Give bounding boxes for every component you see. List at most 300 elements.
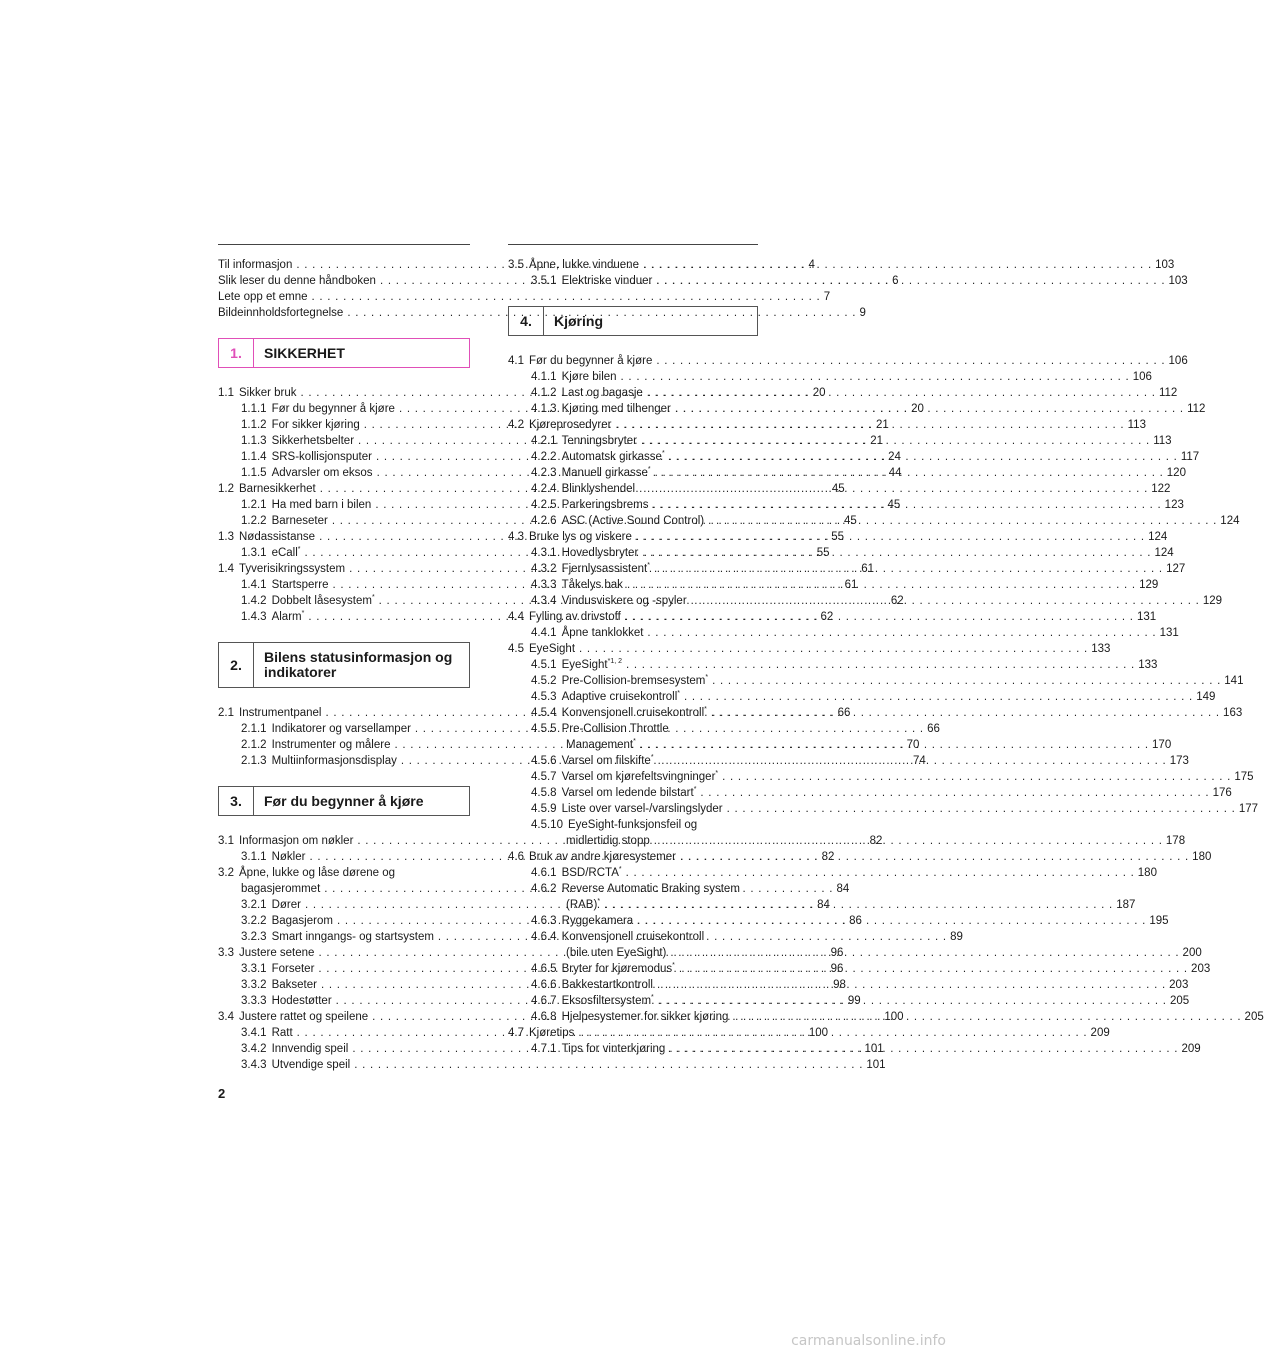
entry-number: 4.3.1 xyxy=(531,547,557,559)
entry-page: 177 xyxy=(1238,803,1258,815)
entry-label xyxy=(272,545,301,561)
entry-label xyxy=(562,769,719,785)
entry-page: 82 xyxy=(821,851,835,863)
entry-label xyxy=(239,529,315,545)
entry-number: 4.7.1 xyxy=(531,1043,557,1055)
entry-label xyxy=(218,289,308,305)
entry-label xyxy=(272,1057,351,1073)
entry-label xyxy=(562,1041,666,1057)
entry-number: 1.3.1 xyxy=(241,547,267,559)
entry-page: 141 xyxy=(1224,675,1244,687)
entry-number: 3.3.1 xyxy=(241,963,267,975)
dot-leader xyxy=(711,705,1219,721)
entry-label-text: Bakseter xyxy=(271,979,317,991)
toc-entry[interactable] xyxy=(508,737,1172,753)
entry-label-text: Ratt xyxy=(271,1027,293,1039)
entry-number: 4.6.2 xyxy=(531,883,557,895)
entry-label xyxy=(562,577,623,593)
entry-number: 3.2.1 xyxy=(241,899,267,911)
entry-label-text: (bile uten EyeSight) xyxy=(566,947,667,959)
toc-entry[interactable] xyxy=(508,769,1254,785)
entry-number: 4.2.4 xyxy=(531,483,557,495)
entry-label xyxy=(562,449,665,465)
entry-page: 124 xyxy=(1220,515,1240,527)
entry-page: 178 xyxy=(1165,835,1186,847)
toc-entry[interactable] xyxy=(508,689,1216,705)
toc-entry[interactable] xyxy=(508,785,1232,801)
entry-label-text: Bagasjerom xyxy=(271,915,333,927)
entry-page: 20 xyxy=(911,403,924,415)
entry-label-text: Varsel om kjørefeltsvingninger xyxy=(561,771,716,783)
toc-entry-line1[interactable] xyxy=(508,721,758,737)
page-number: 2 xyxy=(218,1086,226,1101)
entry-page: 131 xyxy=(1137,611,1157,623)
entry-label-text: Pre-Collision-bremsesystem xyxy=(561,675,706,687)
entry-number: 1.1.2 xyxy=(241,419,267,431)
footnote-marker: * xyxy=(647,562,650,570)
entry-label xyxy=(272,753,397,769)
entry-label xyxy=(568,819,697,831)
entry-number: 3.3.3 xyxy=(241,995,267,1007)
entry-number: 4.4.1 xyxy=(531,627,557,639)
footnote-marker: * xyxy=(650,754,654,762)
entry-label xyxy=(562,465,651,481)
dot-leader xyxy=(627,577,1135,593)
entry-page: 70 xyxy=(906,739,920,751)
entry-label xyxy=(272,433,354,449)
entry-number: 3.1 xyxy=(218,835,234,847)
entry-label-text: midlertidig stopp xyxy=(566,835,650,847)
entry-label-text: Konvensjonell cruisekontroll xyxy=(561,707,705,719)
entry-page: 89 xyxy=(950,931,963,943)
toc-entry[interactable] xyxy=(508,369,1152,385)
entry-number: 3.5.1 xyxy=(531,275,557,287)
entry-page: 149 xyxy=(1196,691,1216,703)
entry-page: 6 xyxy=(892,275,899,287)
dot-leader xyxy=(679,961,1187,977)
dot-leader xyxy=(354,1057,862,1073)
entry-label xyxy=(529,641,575,657)
entry-label-text: Multiinformasjonsdisplay xyxy=(271,755,397,767)
entry-page: 131 xyxy=(1159,627,1179,639)
entry-label xyxy=(272,497,372,513)
entry-page: 84 xyxy=(836,883,850,895)
dot-leader xyxy=(654,833,1162,849)
entry-label xyxy=(272,977,317,993)
entry-label xyxy=(239,833,353,849)
toc-entry[interactable] xyxy=(508,353,1188,369)
toc-entry-line1[interactable] xyxy=(508,881,758,897)
entry-label xyxy=(562,273,653,289)
entry-label-text: Eksosfiltersystem xyxy=(561,995,652,1007)
entry-label xyxy=(272,417,360,433)
entry-label xyxy=(218,305,343,321)
entry-page: 100 xyxy=(808,1027,829,1039)
entry-label-text: Kjøretips xyxy=(529,1027,575,1039)
entry-label-text: eCall xyxy=(271,547,298,559)
entry-label-text: Slik leser du denne håndboken xyxy=(218,275,376,287)
dot-leader xyxy=(722,769,1230,785)
section-1-header[interactable] xyxy=(218,338,470,368)
entry-page: 44 xyxy=(888,467,902,479)
entry-number: 3.4.1 xyxy=(241,1027,267,1039)
entry-page: 106 xyxy=(1168,355,1188,367)
entry-number: 4.6.6 xyxy=(531,979,557,991)
section-4-header[interactable] xyxy=(508,306,758,336)
entry-page: 124 xyxy=(1148,531,1168,543)
entry-label-text: Bryter for kjøremodus xyxy=(561,963,673,975)
section-title xyxy=(254,643,469,687)
entry-number: 4.3.2 xyxy=(531,563,557,575)
entry-label xyxy=(562,865,622,881)
entry-page: 45 xyxy=(887,499,901,511)
entry-label-text: Reverse Automatic Braking system xyxy=(561,883,740,895)
section-number: 3. xyxy=(219,787,254,815)
entry-number: 1.1.1 xyxy=(241,403,267,415)
entry-label xyxy=(562,753,654,769)
entry-label-text: Startsperre xyxy=(271,579,329,591)
entry-label xyxy=(529,1025,574,1041)
entry-label-text: Kjøring med tilhenger xyxy=(561,403,671,415)
section-number: 4. xyxy=(509,307,544,335)
entry-label-text: Sikker bruk xyxy=(239,387,297,399)
entry-label-text: SRS-kollisjonsputer xyxy=(271,451,372,463)
entry-label xyxy=(562,993,654,1009)
section-title: Før du begynner å kjøre xyxy=(264,792,424,809)
footnote-marker: * xyxy=(647,466,651,474)
toc-entry[interactable] xyxy=(508,625,1179,641)
toc-section-3-continued xyxy=(508,257,1188,289)
footnote-marker: *1, 2 xyxy=(607,658,623,666)
entry-label xyxy=(239,561,345,577)
entry-page: 62 xyxy=(890,595,904,607)
dot-leader xyxy=(621,369,1129,385)
entry-label-text: (RAB) xyxy=(566,899,598,911)
entry-number: 4.5.4 xyxy=(531,707,557,719)
entry-label xyxy=(272,401,395,417)
entry-page: 55 xyxy=(816,547,830,559)
entry-page: 120 xyxy=(1166,467,1186,479)
entry-number: 4.2 xyxy=(508,419,524,431)
entry-label-text: Åpne tanklokket xyxy=(561,627,644,639)
toc-entry[interactable] xyxy=(218,289,831,305)
entry-page: 101 xyxy=(866,1059,886,1071)
entry-label-text: Bildeinnholdsfortegnelse xyxy=(218,307,344,319)
footnote-marker: * xyxy=(661,450,665,458)
footnote-marker: * xyxy=(715,770,719,778)
entry-label xyxy=(529,529,632,545)
entry-label xyxy=(272,721,411,737)
entry-number: 1.1.3 xyxy=(241,435,267,447)
footnote-marker: * xyxy=(297,546,301,554)
entry-number: 4.3 xyxy=(508,531,524,543)
entry-page: 24 xyxy=(888,451,901,463)
entry-page: 205 xyxy=(1169,995,1190,1007)
entry-number: 1.3 xyxy=(218,531,234,543)
entry-label-text: Ha med barn i bilen xyxy=(271,499,372,511)
entry-number: 1.2 xyxy=(218,483,234,495)
entry-page: 176 xyxy=(1212,787,1232,799)
entry-number: 1.2.2 xyxy=(241,515,267,527)
entry-label-text: Fjernlysassistent xyxy=(561,563,648,575)
entry-number: 3.1.1 xyxy=(241,851,267,863)
entry-number: 4.5.5 xyxy=(531,723,557,735)
entry-label-text: Vindusviskere og -spyler xyxy=(561,595,687,607)
entry-page: 209 xyxy=(1090,1027,1110,1039)
toc-entry[interactable] xyxy=(508,657,1158,673)
entry-label xyxy=(272,449,372,465)
entry-label xyxy=(562,883,740,895)
entry-label xyxy=(239,481,316,497)
toc-entry[interactable] xyxy=(508,257,1175,273)
dot-leader xyxy=(654,561,1162,577)
entry-number: 4.5.9 xyxy=(531,803,557,815)
entry-page: 129 xyxy=(1139,579,1159,591)
entry-number: 4.1.2 xyxy=(531,387,557,399)
entry-label-text: Adaptive cruisekontroll xyxy=(561,691,678,703)
entry-page: 133 xyxy=(1091,643,1111,655)
entry-label xyxy=(562,673,709,689)
section-number: 1. xyxy=(219,339,254,367)
entry-number: 3.4.3 xyxy=(241,1059,267,1071)
entry-page: 122 xyxy=(1151,483,1171,495)
entry-number: 1.2.1 xyxy=(241,499,267,511)
entry-label-text: Bruke lys og viskere xyxy=(529,531,632,543)
dot-leader xyxy=(637,913,1145,929)
entry-number: 1.1 xyxy=(218,387,234,399)
footnote-marker: * xyxy=(618,866,622,874)
entry-label-text: Manuell girkasse xyxy=(561,467,648,479)
entry-page: 112 xyxy=(1187,403,1206,415)
entry-label-text: bagasjerommet xyxy=(241,883,321,895)
entry-number: 2.1.2 xyxy=(241,739,267,751)
entry-label xyxy=(272,929,434,945)
entry-label-text: Innvendig speil xyxy=(271,1043,349,1055)
entry-label-text: Utvendige speil xyxy=(271,1059,351,1071)
section-2-header[interactable] xyxy=(218,642,470,688)
dot-leader xyxy=(656,353,1164,369)
entry-label-text: Pre-Collision Throttle xyxy=(561,723,669,735)
entry-number: 4.6.3 xyxy=(531,915,557,927)
entry-label-text: Konvensjonell cruisekontroll xyxy=(561,931,705,943)
entry-label-text: Management xyxy=(566,739,634,751)
entry-page: 129 xyxy=(1202,595,1223,607)
entry-page: 205 xyxy=(1244,1011,1264,1023)
entry-page: 209 xyxy=(1181,1043,1201,1055)
entry-number: 4.6 xyxy=(508,851,524,863)
entry-label-text: Alarm xyxy=(271,611,302,623)
dot-leader xyxy=(658,753,1166,769)
toc-entry[interactable] xyxy=(508,801,1258,817)
section-3-header[interactable] xyxy=(218,786,470,816)
dot-leader xyxy=(647,385,1155,401)
entry-label xyxy=(272,577,329,593)
watermark[interactable]: carmanualsonline.info xyxy=(791,1333,946,1349)
entry-label xyxy=(562,931,705,943)
entry-page: 82 xyxy=(869,835,883,847)
entry-label xyxy=(272,465,373,481)
entry-label xyxy=(272,961,315,977)
entry-number: 4.7 xyxy=(508,1027,524,1039)
entry-page: 117 xyxy=(1180,451,1200,463)
toc-entry[interactable] xyxy=(508,673,1244,689)
entry-page: 74 xyxy=(913,755,926,767)
entry-label xyxy=(562,977,653,993)
entry-number: 4.5.10 xyxy=(531,819,563,831)
dot-leader xyxy=(639,481,1147,497)
entry-page: 66 xyxy=(837,707,851,719)
entry-label xyxy=(529,849,676,865)
entry-label xyxy=(562,561,650,577)
entry-label-text: EyeSight xyxy=(561,659,608,671)
entry-number: 4.5.3 xyxy=(531,691,557,703)
dot-leader xyxy=(732,1009,1240,1025)
entry-page: 163 xyxy=(1223,707,1243,719)
toc-entry-line1[interactable] xyxy=(508,929,758,945)
footnote-marker: * xyxy=(677,690,681,698)
entry-page: 106 xyxy=(1132,371,1152,383)
dot-leader xyxy=(579,641,1087,657)
entry-label xyxy=(562,723,669,735)
dot-leader xyxy=(647,625,1155,641)
toc-entry[interactable] xyxy=(508,273,1188,289)
entry-page: 100 xyxy=(884,1011,904,1023)
entry-number: 4.2.6 xyxy=(531,515,557,527)
entry-number: 1.4 xyxy=(218,563,234,575)
entry-page: 66 xyxy=(927,723,940,735)
entry-label-text: Sikkerhetsbelter xyxy=(271,435,355,447)
entry-page: 175 xyxy=(1234,771,1254,783)
entry-number: 4.6.8 xyxy=(531,1011,557,1023)
entry-page: 113 xyxy=(1153,435,1172,447)
entry-label-text: Parkeringsbrems xyxy=(561,499,649,511)
entry-page: 112 xyxy=(1158,387,1178,399)
dot-leader xyxy=(640,737,1148,753)
entry-page: 203 xyxy=(1169,979,1189,991)
toc-entry[interactable] xyxy=(508,433,1172,449)
entry-number: 1.1.5 xyxy=(241,467,267,479)
entry-number: 4.5 xyxy=(508,643,524,655)
entry-label-text: Bruk av andre kjøresystemer xyxy=(529,851,676,863)
entry-number: 3.4.2 xyxy=(241,1043,267,1055)
dot-leader xyxy=(655,465,1163,481)
toc-entry[interactable] xyxy=(508,865,1157,881)
entry-label xyxy=(566,833,650,849)
section-title: Kjøring xyxy=(554,312,603,329)
entry-label-text: Fylling av drivstoff xyxy=(529,611,621,623)
entry-label xyxy=(562,961,675,977)
entry-label-text: Nøkler xyxy=(271,851,306,863)
entry-label xyxy=(562,913,634,929)
entry-number: 3.2 xyxy=(218,867,234,879)
dot-leader xyxy=(670,945,1178,961)
entry-label xyxy=(566,737,636,753)
entry-label xyxy=(529,257,639,273)
entry-page: 123 xyxy=(1164,499,1184,511)
entry-page: 195 xyxy=(1149,915,1169,927)
entry-label-text: Advarsler om eksos xyxy=(271,467,373,479)
entry-label xyxy=(272,913,333,929)
dot-leader xyxy=(712,673,1220,689)
entry-number: 4.2.1 xyxy=(531,435,557,447)
entry-number: 4.6.7 xyxy=(531,995,557,1007)
toc-entry[interactable] xyxy=(218,1057,886,1073)
entry-label-text: Instrumenter og målere xyxy=(271,739,391,751)
dot-leader xyxy=(643,257,1151,273)
entry-label-text: Nødassistanse xyxy=(239,531,316,543)
dot-leader xyxy=(675,401,1183,417)
entry-label-text: EyeSight-funksjonsfeil og xyxy=(567,819,698,831)
entry-label xyxy=(272,993,332,1009)
entry-label-text: Indikatorer og varsellamper xyxy=(271,723,411,735)
entry-label xyxy=(241,881,320,897)
section-title-line2: indikatorer xyxy=(264,664,337,680)
entry-label xyxy=(562,657,622,673)
toc-entry[interactable] xyxy=(508,641,1111,657)
entry-number: 4.5.2 xyxy=(531,675,557,687)
dot-leader xyxy=(669,1041,1177,1057)
entry-label-text: Dobbelt låsesystem xyxy=(271,595,372,607)
dot-leader xyxy=(708,513,1216,529)
entry-page: 61 xyxy=(861,563,875,575)
toc-entry-line1[interactable] xyxy=(218,865,470,881)
entry-page: 9 xyxy=(859,307,866,319)
entry-page: 96 xyxy=(830,963,844,975)
entry-label xyxy=(218,257,292,273)
entry-number: 1.4.3 xyxy=(241,611,267,623)
entry-page: 180 xyxy=(1137,867,1157,879)
entry-label-text: Åpne, lukke vinduene xyxy=(529,259,639,271)
dot-leader xyxy=(691,593,1199,609)
entry-page: 173 xyxy=(1169,755,1189,767)
entry-label xyxy=(562,433,637,449)
dot-leader xyxy=(626,865,1134,881)
entry-number: 4.6.4 xyxy=(531,931,557,943)
dot-leader xyxy=(700,785,1208,801)
entry-page: 45 xyxy=(831,483,845,495)
entry-number: 4.1 xyxy=(508,355,524,367)
entry-page: 113 xyxy=(1127,419,1146,431)
entry-label-text: Tenningsbryter xyxy=(561,435,638,447)
toc-entry-line1[interactable] xyxy=(508,817,758,833)
entry-page: 187 xyxy=(1116,899,1136,911)
dot-leader xyxy=(642,545,1150,561)
section-title-line1: Bilens statusinformasjon og xyxy=(264,649,453,665)
entry-label-text: For sikker kjøring xyxy=(271,419,360,431)
entry-number: 4.1.1 xyxy=(531,371,557,383)
dot-leader xyxy=(653,497,1161,513)
entry-label-text: Før du begynner å kjøre xyxy=(271,403,395,415)
entry-label-text: Liste over varsel-/varslingslyder xyxy=(561,803,723,815)
entry-page: 21 xyxy=(870,435,884,447)
entry-label xyxy=(562,497,649,513)
entry-number: 4.6.5 xyxy=(531,963,557,975)
entry-number: 3.3 xyxy=(218,947,234,959)
entry-label-text: BSD/RCTA xyxy=(561,867,619,879)
entry-page: 99 xyxy=(847,995,861,1007)
entry-label-text: Tyverisikringssystem xyxy=(239,563,346,575)
entry-number: 4.2.5 xyxy=(531,499,557,511)
entry-number: 4.5.7 xyxy=(531,771,557,783)
entry-label xyxy=(562,545,639,561)
entry-label xyxy=(562,401,671,417)
entry-number: 4.3.3 xyxy=(531,579,557,591)
entry-label-text: Instrumentpanel xyxy=(239,707,322,719)
entry-number: 4.2.2 xyxy=(531,451,557,463)
entry-label-text: Hjelpesystemer for sikker kjøring xyxy=(561,1011,729,1023)
section-title: SIKKERHET xyxy=(264,344,345,361)
dot-leader xyxy=(657,977,1165,993)
